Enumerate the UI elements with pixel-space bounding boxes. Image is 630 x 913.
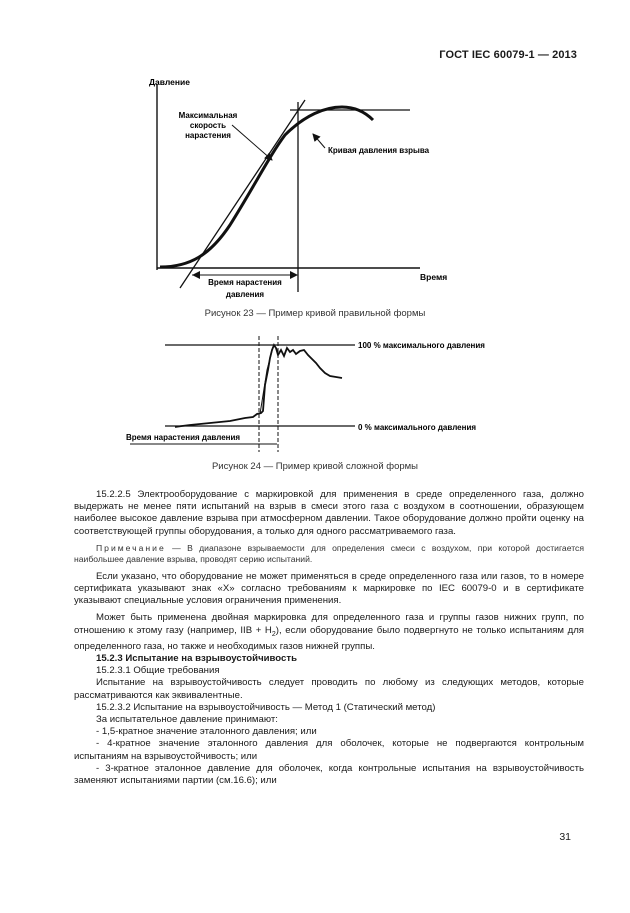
curve-leader [313, 134, 325, 148]
heading-15231: 15.2.3.1 Общие требования [96, 665, 220, 677]
paragraph-dual-marking: Может быть применена двойная маркировка для определенного газа и группы газов нижних групп, по отношению к этому газу (например, IIB + $H_2$), если оборудование было подвергнуто не только испытаниям для определенного газа, но также и необходимых газов нижней группы. [74, 612, 584, 652]
page-number: 31 [559, 831, 571, 843]
figure-23-caption: Рисунок 23 — Пример кривой правильной формы [204, 308, 426, 319]
paragraph-test-pressure: За испытательное давление принимают: [96, 713, 278, 725]
figure-24-caption: Рисунок 24 — Пример кривой сложной формы [211, 461, 419, 472]
list-item-3: - 3-кратное эталонное давление для оболочек, когда контрольные испытания на взрывоустойчивость заменяют испытаниями партии (см.16.6); или [74, 762, 584, 786]
paragraph-15225: 15.2.2.5 Электрооборудование с маркировкой для применения в среде определенного газа, должно выдержать не менее пяти испытаний на взрыв в смеси этого газа с воздухом в соотношении, образующем наиболее высокое давление взрыва при атмосферном давлении. Такое оборудование должно пройти оценку на соответствующей группы оборудования, а только для одного рассматриваемого газа. [74, 489, 584, 537]
figure-23-diagram [120, 70, 480, 305]
list-item-1: - 1,5-кратное значение эталонного давления; или [96, 726, 317, 738]
note-label: Примечание [96, 542, 166, 553]
paragraph-certificate: Если указано, что оборудование не может применяться в среде определенного газа или газов, то в номере сертификата указывают знак «X» согласно требованиям к маркировке по IEC 60079-0 и в сертификате указывают специальные условия ограничения применения. [74, 570, 584, 607]
heading-15232: 15.2.3.2 Испытание на взрывоустойчивость — Метод 1 (Статический метод) [96, 701, 436, 713]
rise-time-label: Время нарастения давления [126, 433, 241, 442]
label-100: 100 % максимального давления [358, 341, 485, 350]
max-rate-label-3: нарастения [185, 131, 231, 140]
rise-time-label-2: давления [225, 290, 265, 299]
label-0: 0 % максимального давления [358, 423, 477, 432]
document-header: ГОСТ IEC 60079-1 — 2013 [439, 49, 577, 61]
rise-time-label-1: Время нарастения [208, 278, 282, 287]
figure-24-diagram [120, 330, 510, 455]
max-rate-label-2: скорость [189, 121, 227, 130]
note [74, 543, 584, 566]
y-axis-label: Давление [149, 77, 190, 87]
paragraph-methods: Испытание на взрывоустойчивость следует проводить по любому из следующих методов, которые рассматриваются как эквивалентные. [74, 677, 584, 701]
max-rate-label-1: Максимальная [178, 111, 238, 120]
note-text: — В диапазоне взрываемости для определения смеси с воздухом, при которой достигается наибольшее давление взрыва, проводят серию испытаний. [74, 542, 584, 565]
body-text [74, 489, 584, 787]
x-axis-label: Время [420, 272, 448, 282]
curve-label: Кривая давления взрыва [328, 146, 430, 155]
list-item-2: - 4-кратное значение эталонного давления для оболочек, которые не подвергаются контрольным испытаниям на взрывоустойчивость; или [74, 738, 584, 762]
heading-1523: 15.2.3 Испытание на взрывоустойчивость [96, 652, 297, 664]
max-rate-leader [232, 125, 272, 160]
